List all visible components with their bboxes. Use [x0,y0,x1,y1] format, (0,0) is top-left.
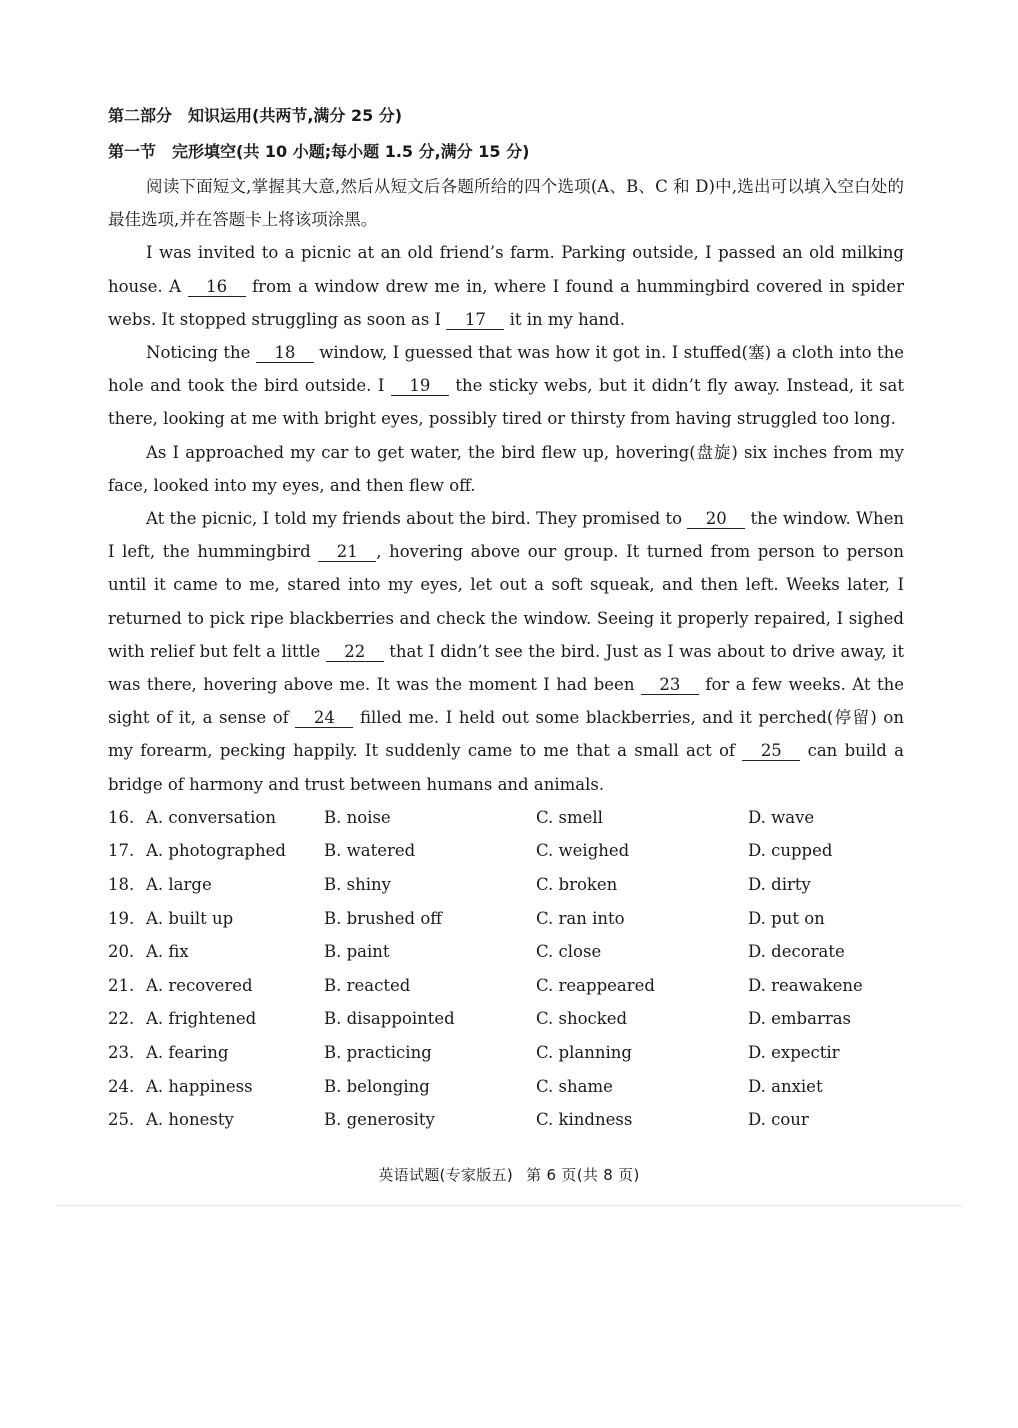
option-a: A. built up [146,908,234,928]
passage-text: At the picnic, I told my friends about the bird. They promised to [146,509,688,529]
option-c: C. kindness [536,1110,633,1130]
passage-text: the sticky webs, but it didn’t fly away. Instead, it sat there, looking at me with bright eyes, possibly tired or thirsty from having struggled too long. [108,376,904,429]
option-a: A. fearing [146,1043,229,1063]
question-number: 19. [108,908,135,928]
option-c: C. broken [536,875,618,895]
option-d: D. expectir [748,1043,840,1063]
option-b: B. practicing [324,1043,432,1063]
option-c: C. reappeared [536,975,655,995]
option-a: A. honesty [146,1110,234,1130]
option-c: C. smell [536,807,603,827]
passage-paragraph-2 [108,336,904,436]
option-d: D. cour [748,1110,809,1130]
option-d: D. dirty [748,875,811,895]
option-b: B. generosity [324,1110,435,1130]
cloze-passage [108,236,904,800]
option-d: D. wave [748,807,815,827]
option-row-17 [108,834,904,868]
option-row-19 [108,902,904,936]
question-number: 21. [108,975,135,995]
question-number: 22. [108,1009,135,1029]
question-number: 24. [108,1076,135,1096]
option-row-24 [108,1070,904,1104]
passage-paragraph-1 [108,236,904,336]
option-c: C. ran into [536,908,625,928]
blank-16: 16 [188,278,246,297]
passage-text: for a few weeks. At the sight of it, a sense of [108,675,904,728]
blank-19: 19 [391,377,449,396]
option-c: C. close [536,942,602,962]
blank-23: 23 [641,676,699,695]
option-row-22 [108,1002,904,1036]
option-c: C. shame [536,1076,613,1096]
passage-text: from a window drew me in, where I found a hummingbird covered in spider webs. It stopped struggling as soon as I [108,276,904,329]
passage-text: window, I guessed that was how it got in. I stuffed(塞) a cloth into the hole and took the bird outside. I [108,343,904,396]
passage-text: that I didn’t see the bird. Just as I was about to drive away, it was there, hovering above me. It was the moment I had been [108,641,904,695]
option-c: C. planning [536,1043,632,1063]
option-d: D. anxiet [748,1076,823,1096]
option-row-18 [108,868,904,902]
passage-text: the window. When I left, the hummingbird [108,509,905,562]
option-b: B. brushed off [324,908,443,928]
passage-text: can build a bridge of harmony and trust between humans and animals. [108,741,904,794]
footer-title: 英语试题(专家版五) [378,1166,514,1184]
blank-20: 20 [687,510,745,529]
option-a: A. happiness [146,1076,253,1096]
option-d: D. embarras [748,1009,852,1029]
option-a: A. photographed [146,841,286,861]
question-number: 17. [108,841,135,861]
footer-page-number: 第 6 页(共 8 页) [526,1166,640,1184]
option-b: B. shiny [324,875,391,895]
option-b: B. reacted [324,975,411,995]
option-row-23 [108,1036,904,1070]
option-a: A. recovered [146,975,253,995]
blank-21: 21 [318,543,376,562]
blank-25: 25 [742,742,800,761]
question-number: 25. [108,1110,135,1130]
passage-text: , hovering above our group. It turned from person to person until it came to me, stared into my eyes, let out a soft squeak, and then left. Weeks later, I returned to pick ripe blackberries and check the window. Seeing it properly repaired, I sighed with relief but felt a little [108,542,904,661]
question-number: 16. [108,807,135,827]
option-d: D. reawakene [748,975,863,995]
passage-paragraph-4 [108,502,904,801]
option-row-21 [108,969,904,1003]
option-d: D. put on [748,908,825,928]
divider [56,1205,962,1206]
question-number: 20. [108,942,135,962]
option-b: B. disappointed [324,1009,455,1029]
blank-24: 24 [295,709,353,728]
option-c: C. weighed [536,841,630,861]
answer-options [108,801,904,1137]
passage-text: I was invited to a picnic at an old friend’s farm. Parking outside, I passed an old milking house. A [108,243,904,296]
instructions: 阅读下面短文,掌握其大意,然后从短文后各题所给的四个选项(A、B、C 和 D)中,选出可以填入空白处的最佳选项,并在答题卡上将该项涂黑。 [108,177,904,230]
blank-22: 22 [326,643,384,662]
passage-text: Noticing the [146,343,256,363]
exam-page [108,98,904,1137]
option-row-25 [108,1103,904,1137]
passage-text: filled me. I held out some blackberries, and it perched(停留) on my forearm, pecking happily. It suddenly came to me that a small act of [108,708,904,761]
subsection-heading: 第一节 完形填空(共 10 小题;每小题 1.5 分,满分 15 分) [108,142,530,161]
option-row-20 [108,935,904,969]
option-b: B. noise [324,807,391,827]
passage-text: it in my hand. [504,309,625,329]
section-heading: 第二部分 知识运用(共两节,满分 25 分) [108,106,403,125]
question-number: 23. [108,1043,135,1063]
option-d: D. decorate [748,942,845,962]
option-a: A. fix [146,942,189,962]
option-b: B. paint [324,942,390,962]
option-a: A. conversation [146,807,276,827]
blank-17: 17 [446,311,504,330]
option-b: B. belonging [324,1076,430,1096]
option-c: C. shocked [536,1009,628,1029]
passage-paragraph-3: As I approached my car to get water, the bird flew up, hovering(盘旋) six inches from my face, looked into my eyes, and then flew off. [108,442,904,495]
option-b: B. watered [324,841,416,861]
option-a: A. large [146,875,212,895]
option-a: A. frightened [146,1009,257,1029]
option-d: D. cupped [748,841,833,861]
blank-18: 18 [256,344,314,363]
page-footer [0,1164,1018,1185]
option-row-16 [108,801,904,835]
question-number: 18. [108,875,135,895]
